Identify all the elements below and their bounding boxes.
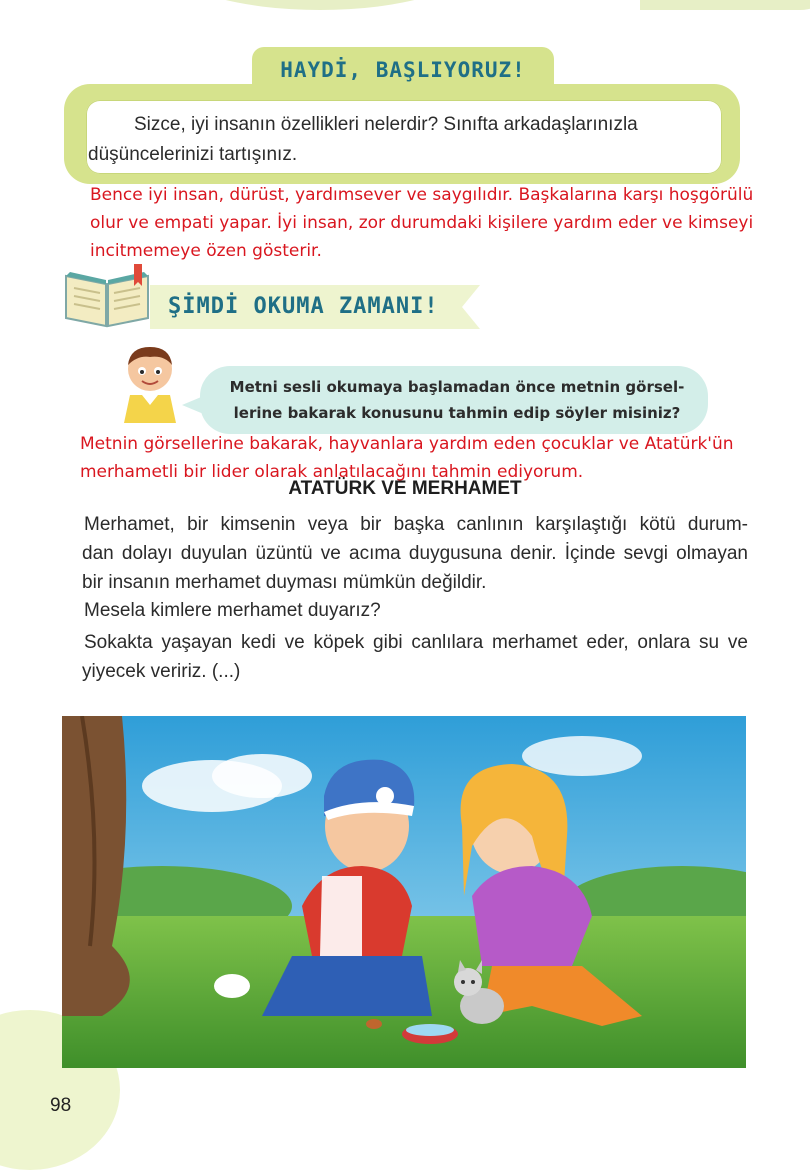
reading-title: ATATÜRK VE MERHAMET [288,478,522,499]
p1-line-3: bir insanın merhamet duyması mümkün değildir. [82,572,487,593]
answer-1 [90,181,780,265]
top-right-decoration [640,0,810,10]
page-number: 98 [50,1095,72,1116]
paragraph-1 [82,510,748,597]
p1-line-2: dan dolayı duyulan üzüntü ve acıma duygusuna denir. İçinde sevgi olmayan [82,543,748,564]
question-text [88,110,688,170]
answer-1-line-2: olur ve empati yapar. İyi insan, zor durumdaki kişilere yardım eder ve kimseyi [90,213,754,233]
answer-1-line-3: incitmemeye özen gösterir. [90,241,322,261]
section2-title: ŞİMDİ OKUMA ZAMANI! [168,294,439,319]
bubble-line-1: Metni sesli okumaya başlamadan önce metnin görsel- [229,378,685,396]
top-decoration [170,0,470,10]
section1-title: HAYDİ, BAŞLIYORUZ! [280,58,526,82]
p3-line-2: yiyecek veririz. (...) [82,661,241,682]
paragraph-3 [82,628,748,686]
p3-line-1: Sokakta yaşayan kedi ve köpek gibi canlılara merhamet eder, onlara su ve [84,632,748,653]
p1-line-1: Merhamet, bir kimsenin veya bir başka canlının karşılaştığı kötü durum- [84,514,748,535]
boy-avatar-icon [118,343,182,423]
illustration-children-feeding-cat [62,716,746,1068]
answer-1-line-1: Bence iyi insan, dürüst, yardımsever ve saygılıdır. Başkalarına karşı hoşgörülü [90,185,754,205]
bubble-line-2: lerine bakarak konusunu tahmin edip söyler misiniz? [233,404,681,422]
speech-bubble-tail [182,395,206,415]
question-line-2: düşüncelerinizi tartışınız. [88,144,298,165]
answer-2-line-1: Metnin görsellerine bakarak, hayvanlara yardım eden çocuklar ve Atatürk'ün [80,434,734,454]
speech-bubble-text [222,374,692,426]
paragraph-2 [82,596,748,625]
answer-2-line-2: merhametli bir lider olarak anlatılacağını tahmin ediyorum. [80,462,584,482]
open-book-icon [62,262,152,330]
question-line-1: Sizce, iyi insanın özellikleri nelerdir? Sınıfta arkadaşlarınızla [134,114,638,135]
p2-line-1: Mesela kimlere merhamet duyarız? [84,600,381,621]
